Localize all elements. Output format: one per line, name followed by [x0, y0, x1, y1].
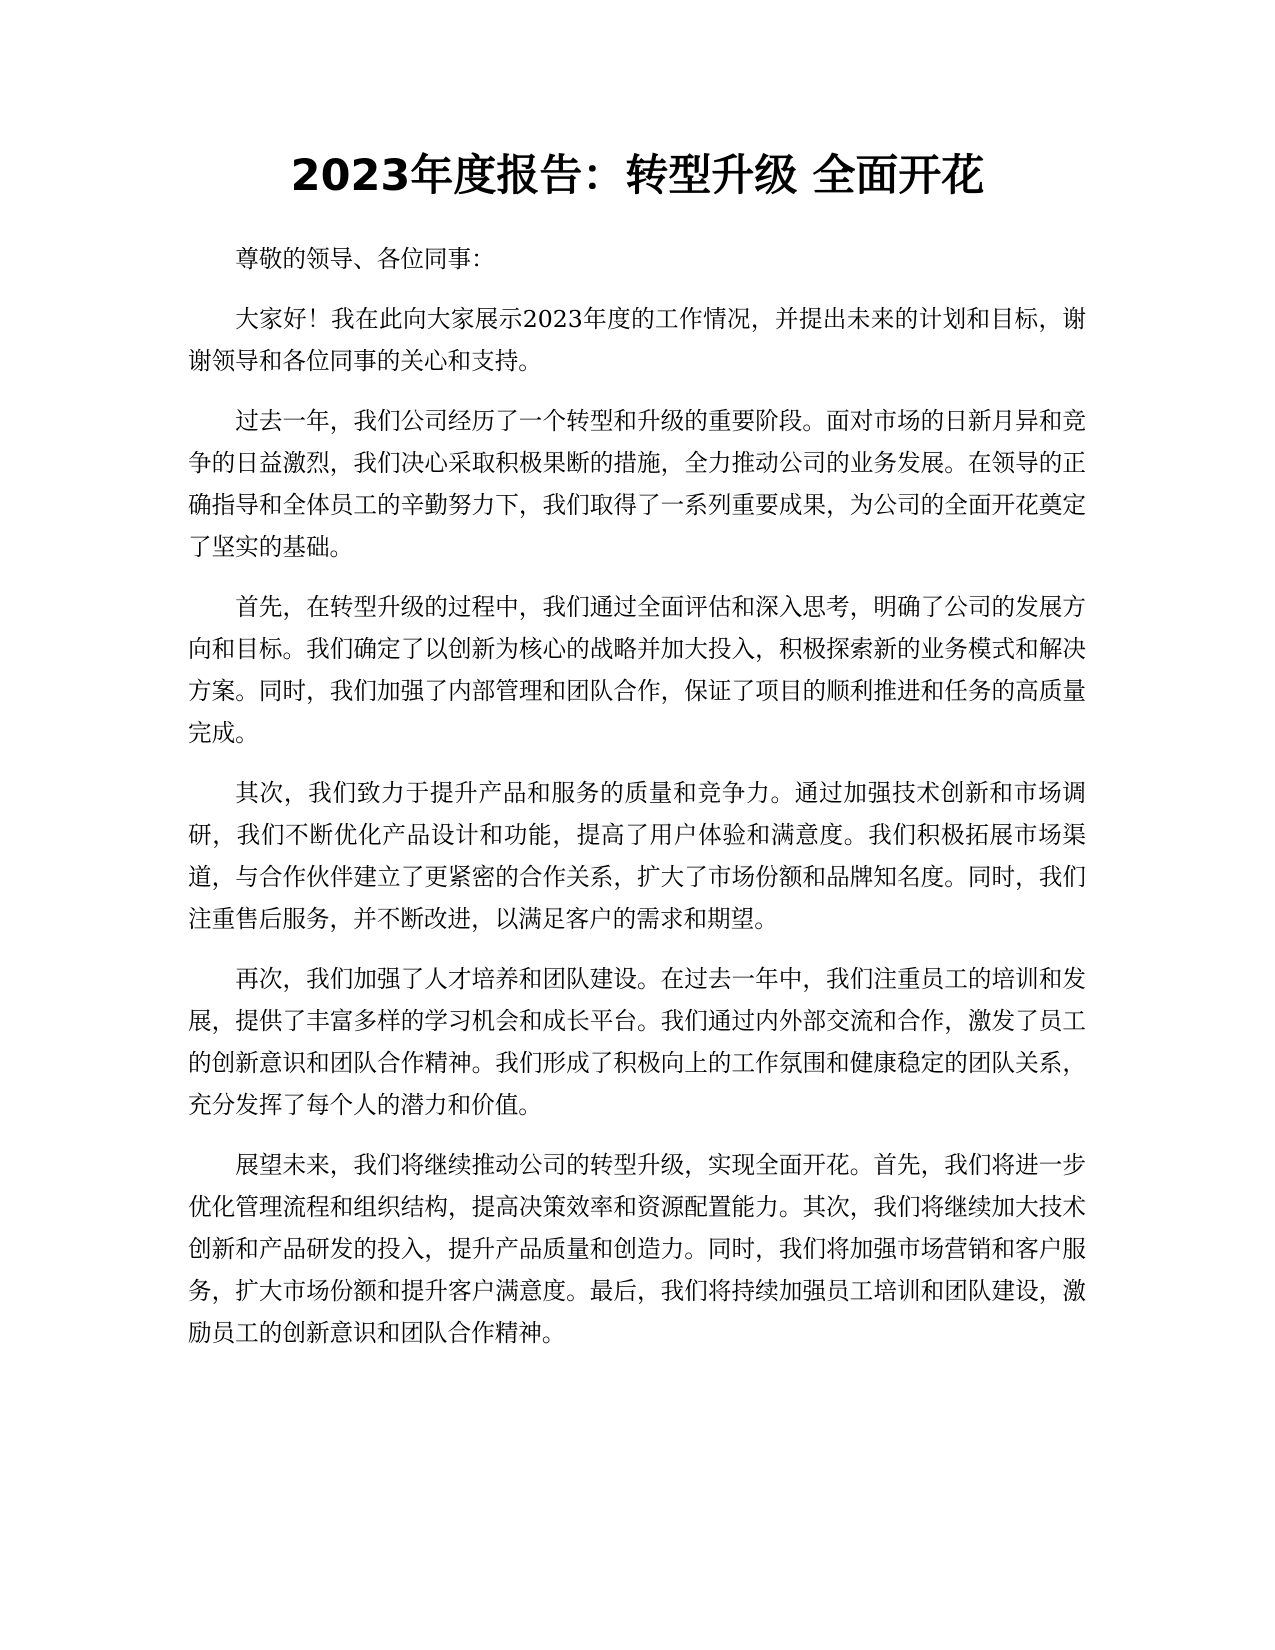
outlook-paragraph: 展望未来，我们将继续推动公司的转型升级，实现全面开花。首先，我们将进一步优化管理流程和组织结构，提高决策效率和资源配置能力。其次，我们将继续加大技术创新和产品研发的投入，提升产品质量和创造力。同时，我们将加强市场营销和客户服务，扩大市场份额和提升客户满意度。最后，我们将持续加强员工培训和团队建设，激励员工的创新意识和团队合作精神。	[188, 1151, 1086, 1347]
greeting-paragraph: 大家好！我在此向大家展示2023年度的工作情况，并提出未来的计划和目标，谢谢领导和各位同事的关心和支持。	[188, 305, 1086, 375]
salutation-paragraph: 尊敬的领导、各位同事：	[235, 245, 495, 273]
review-paragraph: 过去一年，我们公司经历了一个转型和升级的重要阶段。面对市场的日新月异和竞争的日益激烈，我们决心采取积极果断的措施，全力推动公司的业务发展。在领导的正确指导和全体员工的辛勤努力下，我们取得了一系列重要成果，为公司的全面开花奠定了坚实的基础。	[188, 407, 1086, 561]
second-point-paragraph: 其次，我们致力于提升产品和服务的质量和竞争力。通过加强技术创新和市场调研，我们不断优化产品设计和功能，提高了用户体验和满意度。我们积极拓展市场渠道，与合作伙伴建立了更紧密的合作关系，扩大了市场份额和品牌知名度。同时，我们注重售后服务，并不断改进，以满足客户的需求和期望。	[188, 779, 1086, 933]
document-body	[188, 238, 1086, 1372]
third-point-paragraph: 再次，我们加强了人才培养和团队建设。在过去一年中，我们注重员工的培训和发展，提供了丰富多样的学习机会和成长平台。我们通过内外部交流和合作，激发了员工的创新意识和团队合作精神。我们形成了积极向上的工作氛围和健康稳定的团队关系，充分发挥了每个人的潜力和价值。	[188, 965, 1086, 1119]
document-title: 2023年度报告：转型升级 全面开花	[290, 151, 985, 201]
first-point-paragraph: 首先，在转型升级的过程中，我们通过全面评估和深入思考，明确了公司的发展方向和目标。我们确定了以创新为核心的战略并加大投入，积极探索新的业务模式和解决方案。同时，我们加强了内部管理和团队合作，保证了项目的顺利推进和任务的高质量完成。	[188, 593, 1086, 747]
